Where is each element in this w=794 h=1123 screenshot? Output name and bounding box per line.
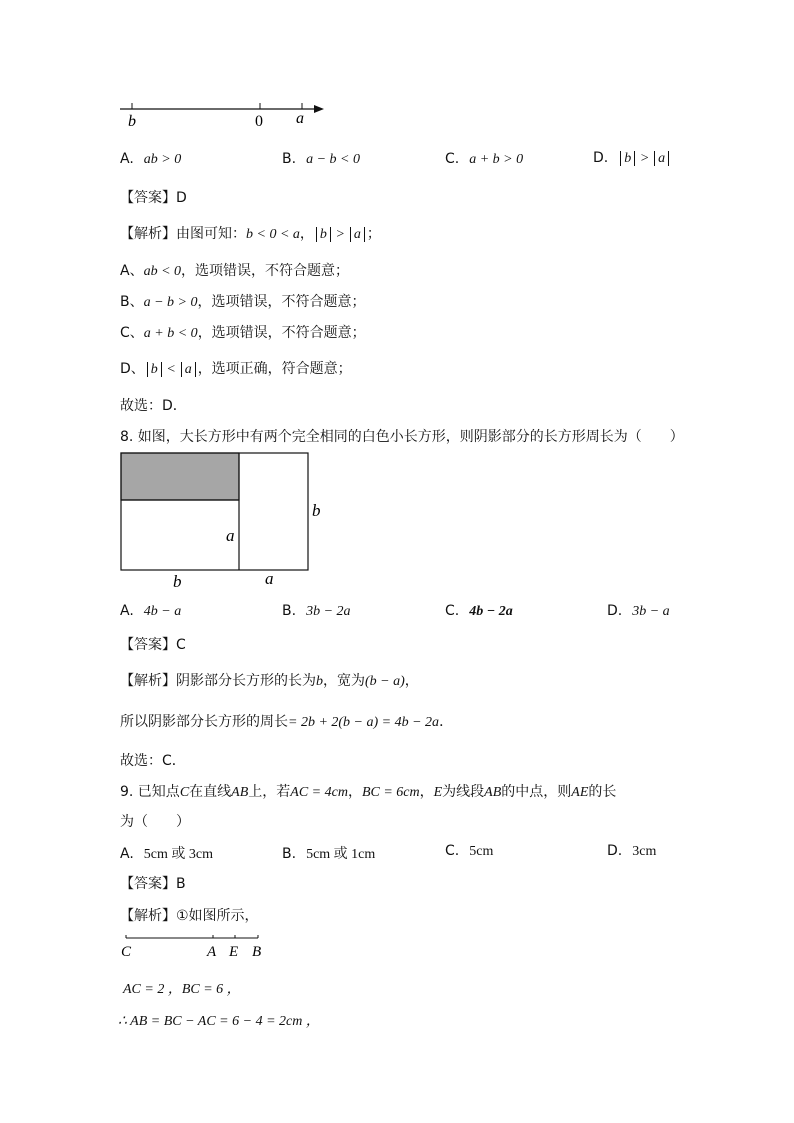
stem-math: AE [571, 785, 589, 800]
q8-rectangle-figure [118, 450, 333, 595]
q7-line-a [120, 260, 349, 280]
analysis-tag: 【解析】 [120, 673, 176, 689]
number-line-figure [110, 96, 340, 132]
q8-perimeter-line [120, 711, 453, 731]
analysis-math: b < 0 < a [246, 227, 300, 242]
line-math: = 2b + 2(b − a) = 4b − 2a [288, 715, 440, 730]
analysis-math: (b − a) [365, 674, 405, 689]
line-text: 所以阴影部分长方形的周长 [120, 714, 288, 730]
label-a: A [207, 944, 217, 960]
q7-analysis [120, 223, 381, 243]
abs-a: a [654, 151, 669, 166]
answer-tag: 【答案】 [120, 637, 176, 653]
line-math: a + b < 0 [143, 326, 198, 341]
option-math: 3b − 2a [306, 604, 351, 619]
label-b: B [252, 944, 262, 960]
label-a: a [296, 110, 304, 127]
option-label: D. [593, 150, 609, 166]
option-label: B. [282, 151, 297, 167]
abs-a: a [350, 227, 365, 242]
q7-line-b [120, 291, 366, 311]
option-math: 4b − 2a [469, 604, 513, 619]
q9-option-d[interactable] [607, 843, 656, 860]
q8-answer [120, 634, 186, 654]
line-text: ，选项错误，不符合题意； [197, 325, 366, 341]
analysis-tag: 【解析】 [120, 226, 176, 242]
option-label: D. [607, 843, 623, 859]
answer-tag: 【答案】 [120, 190, 176, 206]
number-line-arrow-icon [314, 105, 324, 113]
conclusion-text: 故选：D． [120, 398, 187, 414]
stem-math: AB [484, 785, 502, 800]
line-prefix: B、 [120, 294, 144, 310]
equation-text: ∴ AB = BC − AC = 6 − 4 = 2cm ， [118, 1014, 320, 1029]
option-math: a + b > 0 [469, 152, 524, 167]
q7-option-c[interactable] [445, 151, 523, 168]
q7-line-d [120, 358, 352, 378]
analysis-math: b [316, 674, 323, 689]
option-label: A. [120, 603, 134, 619]
q8-option-a[interactable] [120, 603, 181, 620]
q7-option-a[interactable] [120, 151, 181, 168]
option-math: 5cm 或 3cm [143, 847, 213, 862]
q9-stem-line2 [120, 811, 190, 831]
option-label: A. [120, 846, 134, 862]
line-prefix: A、 [120, 263, 144, 279]
q8-option-c[interactable] [445, 603, 513, 620]
analysis-intro: 由图可知： [176, 226, 246, 242]
analysis-tag: 【解析】 [120, 908, 176, 924]
line-math: a − b > 0 [143, 295, 198, 310]
q7-answer [120, 187, 187, 207]
analysis-text: ， [404, 673, 419, 689]
line-math: ab < 0 [143, 264, 182, 279]
option-math: a − b < 0 [306, 152, 360, 167]
shaded-rectangle [121, 453, 239, 500]
stem-math: BC = 6cm [361, 785, 420, 800]
option-label: A. [120, 151, 134, 167]
label-e: E [229, 944, 239, 960]
stem-text: 为线段 [442, 784, 485, 800]
q9-answer [120, 873, 186, 893]
abs-b: b [147, 362, 162, 377]
answer-value: B [176, 876, 186, 892]
analysis-text: 阴影部分长方形的长为 [176, 673, 316, 689]
stem-math: AB [231, 785, 249, 800]
option-math: 5cm 或 1cm [306, 847, 376, 862]
line-end: ． [439, 714, 454, 730]
q7-option-b[interactable] [282, 151, 360, 168]
option-math: 4b − a [143, 604, 182, 619]
q8-stem [120, 426, 684, 446]
q8-conclusion [120, 750, 186, 770]
stem-text: 的中点，则 [501, 784, 572, 800]
stem-math: E [433, 785, 443, 800]
label-b-bottom: b [173, 572, 182, 591]
label-c: C [121, 944, 132, 960]
q7-line-c [120, 322, 366, 342]
line-text: ，选项正确，符合题意； [197, 361, 352, 377]
stem-text: ， [347, 784, 362, 800]
analysis-sep: ， [299, 226, 314, 242]
q9-stem [120, 781, 616, 801]
option-label: C. [445, 843, 460, 859]
label-b: b [128, 113, 136, 130]
option-math: 5cm [469, 844, 494, 859]
q9-option-a[interactable] [120, 843, 213, 863]
abs-b: b [316, 227, 331, 242]
q8-option-d[interactable] [607, 603, 670, 620]
gt-sign: > [332, 227, 348, 242]
line-prefix: C、 [120, 325, 144, 341]
q9-eq1 [123, 978, 241, 998]
option-math: ab > 0 [143, 152, 182, 167]
line-text: ，选项错误，不符合题意； [197, 294, 366, 310]
option-label: D. [607, 603, 623, 619]
question-text: 8. 如图，大长方形中有两个完全相同的白色小长方形，则阴影部分的长方形周长为（ ） [120, 429, 684, 445]
q9-segment-figure [118, 932, 278, 962]
answer-value: D [176, 190, 187, 206]
stem-text: 上，若 [248, 784, 291, 800]
stem-text: 的长 [588, 784, 617, 800]
stem-math: C [179, 785, 190, 800]
label-a-inner: a [226, 526, 235, 545]
option-label: B. [282, 846, 297, 862]
option-math: 3b − a [632, 604, 670, 619]
analysis-text: ①如图所示， [176, 908, 259, 924]
q7-conclusion [120, 395, 187, 415]
q9-eq2 [118, 1010, 320, 1030]
stem-math: AC = 4cm [290, 785, 348, 800]
stem-text: 在直线 [189, 784, 232, 800]
line-text: ，选项错误，不符合题意； [181, 263, 350, 279]
abs-a: a [181, 362, 196, 377]
answer-tag: 【答案】 [120, 876, 176, 892]
line-prefix: D、 [120, 361, 145, 377]
answer-value: C [176, 637, 186, 653]
stem-text: ， [419, 784, 434, 800]
q9-analysis [120, 905, 259, 925]
label-b-right: b [312, 501, 321, 520]
stem-text: 9. 已知点 [120, 784, 180, 800]
option-label: B. [282, 603, 297, 619]
label-zero: 0 [255, 113, 263, 130]
gt-sign: > [637, 151, 653, 166]
option-math: 3cm [632, 844, 657, 859]
q9-option-b[interactable] [282, 843, 375, 863]
conclusion-text: 故选：C． [120, 753, 186, 769]
option-label: C. [445, 151, 460, 167]
q7-option-d[interactable] [593, 150, 671, 167]
q9-option-c[interactable] [445, 843, 493, 860]
equation-text: AC = 2 ，BC = 6 ， [123, 982, 241, 997]
analysis-text: ，宽为 [323, 673, 365, 689]
q8-option-b[interactable] [282, 603, 351, 620]
abs-b: b [620, 151, 635, 166]
stem-text: 为（ ） [120, 814, 190, 830]
option-label: C. [445, 603, 460, 619]
lt-sign: < [163, 362, 179, 377]
label-a-bottom: a [265, 569, 274, 588]
analysis-end: ； [366, 226, 381, 242]
q8-analysis [120, 670, 419, 690]
